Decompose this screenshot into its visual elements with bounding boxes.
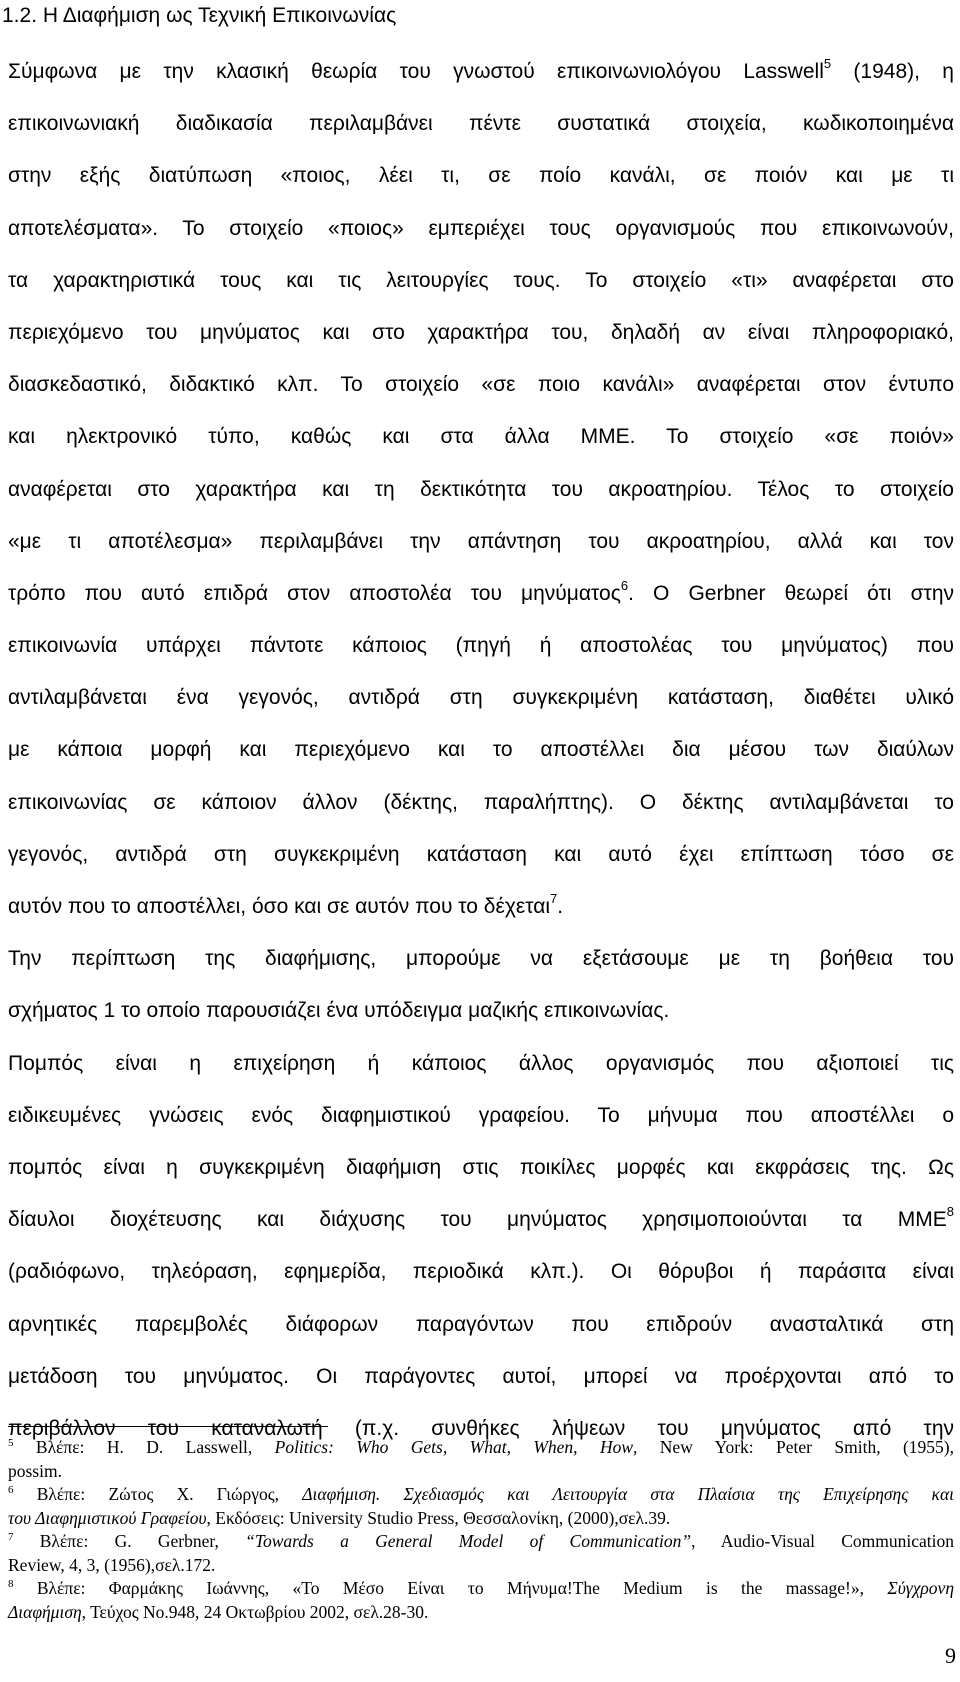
text-line: γεγονός, αντιδρά στη συγκεκριμένη κατάσταση και αυτό έχει επίπτωση τόσο σε — [8, 842, 954, 866]
text-line: αρνητικές παρεμβολές διάφορων παραγόντων που επιδρούν ανασταλτικά στη — [8, 1312, 954, 1336]
body-text — [8, 46, 954, 1455]
text-line: πομπός είναι η συγκεκριμένη διαφήμιση στις ποικίλες μορφές και εκφράσεις της. Ως — [8, 1155, 954, 1179]
text-line: στην εξής διατύπωση «ποιος, λέει τι, σε ποίο κανάλι, σε ποιόν και με τι — [8, 164, 954, 188]
text-line: (ραδιόφωνο, τηλεόραση, εφημερίδα, περιοδικά κλπ.). Οι θόρυβοι ή παράσιτα είναι — [8, 1260, 954, 1284]
footnote-number: 6 — [8, 1484, 14, 1496]
text-line: επικοινωνίας σε κάποιον άλλον (δέκτης, παραλήπτης). Ο δέκτης αντιλαμβάνεται το — [8, 790, 954, 814]
footnote-number: 7 — [8, 1531, 14, 1543]
footnotes — [8, 1436, 954, 1624]
text-line: σχήματος 1 το οποίο παρουσιάζει ένα υπόδειγμα μαζικής επικοινωνίας. — [8, 999, 670, 1023]
text-line: περιβάλλον του καταναλωτή (π.χ. συνθήκες λήψεων του μηνύματος από την — [8, 1416, 954, 1440]
footnote-title-cont: του Διαφημιστικού Γραφείου — [8, 1507, 207, 1528]
text-line: αποτελέσματα». Το στοιχείο «ποιος» εμπεριέχει τους οργανισμούς που επικοινωνούν, — [8, 216, 954, 240]
footnote-7: $^7$ Βλέπε: G. Gerbner, “Towards a General Model of Communication”, Audio-Visual Communication Review, 4, 3, (1956),σελ.172. — [8, 1531, 954, 1575]
footnote-ref-8[interactable]: 8 — [946, 1204, 954, 1220]
text-line: αυτόν που το αποστέλλει, όσο και σε αυτόν που το δέχεται$^7$. — [8, 891, 564, 918]
footnote-title: Politics: Who Gets, What, When, How — [274, 1437, 634, 1457]
footnote-8: $^8$ Βλέπε: Φαρμάκης Ιωάννης, «Το Μέσο Είναι το Μήνυμα!The Medium is the massage!», Σύγχρονη Διαφήμιση, Τεύχος No.948, 24 Οκτωβρίου 2002, σελ.28-30. — [8, 1578, 954, 1622]
text-line: αναφέρεται στο χαρακτήρα και τη δεκτικότητα του ακροατηρίου. Τέλος το στοιχείο — [8, 477, 954, 501]
footnote-6: $^6$ Βλέπε: Ζώτος Χ. Γιώργος, Διαφήμιση. Σχεδιασμός και Λειτουργία στα Πλαίσια της Επιχείρησης και του Διαφημιστικού Γραφείου, Εκδόσεις: University Studio Press, Θεσσαλονίκη, (2000),σελ.39. — [8, 1484, 954, 1528]
footnote-ref-6[interactable]: 6 — [620, 577, 629, 593]
footnote-title: Διαφήμιση. Σχεδιασμός και Λειτουργία στα Πλαίσια της Επιχείρησης και — [302, 1484, 954, 1504]
text-line: με κάποια μορφή και περιεχόμενο και το αποστέλλει δια μέσου των διαύλων — [8, 738, 954, 762]
text-line: τα χαρακτηριστικά τους και τις λειτουργίες τους. Το στοιχείο «τι» αναφέρεται στο — [8, 268, 954, 292]
footnote-number: 8 — [8, 1578, 14, 1590]
section-heading: 1.2. Η Διαφήμιση ως Τεχνική Επικοινωνίας — [2, 4, 397, 27]
text-line: Σύμφωνα με την κλασική θεωρία του γνωστού επικοινωνιολόγου Lasswell$^5$ (1948), η — [8, 56, 954, 83]
footnote-title: Σύγχρονη — [887, 1578, 954, 1598]
footnote-title-cont: Διαφήμιση — [8, 1601, 82, 1622]
text-line: ειδικευμένες γνώσεις ενός διαφημιστικού γραφείου. Το μήνυμα που αποστέλλει ο — [8, 1103, 954, 1127]
text-line: τρόπο που αυτό επιδρά στον αποστολέα του μηνύματος$^6$. Ο Gerbner θεωρεί ότι στην — [8, 577, 954, 605]
text-line: αντιλαμβάνεται ένα γεγονός, αντιδρά στη συγκεκριμένη κατάσταση, διαθέτει υλικό — [8, 686, 954, 710]
footnote-ref-7[interactable]: 7 — [550, 891, 558, 906]
text-line: και ηλεκτρονικό τύπο, καθώς και στα άλλα ΜΜΕ. Το στοιχείο «σε ποιόν» — [8, 425, 954, 449]
text-line: Την περίπτωση της διαφήμισης, μπορούμε να εξετάσουμε με τη βοήθεια του — [8, 947, 954, 971]
footnote-divider — [8, 1426, 328, 1427]
text-line: μετάδοση του μηνύματος. Οι παράγοντες αυτοί, μπορεί να προέρχονται από το — [8, 1364, 954, 1388]
footnote-ref-5[interactable]: 5 — [823, 56, 832, 71]
text-line: «με τι αποτέλεσμα» περιλαμβάνει την απάντηση του ακροατηρίου, αλλά και τον — [8, 529, 954, 553]
text-line: Πομπός είναι η επιχείρηση ή κάποιος άλλος οργανισμός που αξιοποιεί τις — [8, 1051, 954, 1075]
footnote-title: “Towards a General Model of Communication” — [245, 1531, 692, 1551]
page-number: 9 — [945, 1643, 956, 1668]
text-line: δίαυλοι διοχέτευσης και διάχυσης του μηνύματος χρησιμοποιούνται τα ΜΜΕ$^8$ — [8, 1204, 954, 1232]
footnote-number: 5 — [8, 1437, 14, 1449]
footnote-5: $^5$ Βλέπε: H. D. Lasswell, Politics: Who Gets, What, When, How, New York: Peter Smith, (1955), possim. — [8, 1437, 954, 1481]
text-line: επικοινωνιακή διαδικασία περιλαμβάνει πέντε συστατικά στοιχεία, κωδικοποιημένα — [8, 112, 954, 136]
text-line: περιεχόμενο του μηνύματος και στο χαρακτήρα του, δηλαδή αν είναι πληροφοριακό, — [8, 320, 954, 344]
text-line: διασκεδαστικό, διδακτικό κλπ. Το στοιχείο «σε ποιο κανάλι» αναφέρεται στον έντυπο — [8, 373, 954, 397]
text-line: επικοινωνία υπάρχει πάντοτε κάποιος (πηγή ή αποστολέας του μηνύματος) που — [8, 634, 954, 658]
